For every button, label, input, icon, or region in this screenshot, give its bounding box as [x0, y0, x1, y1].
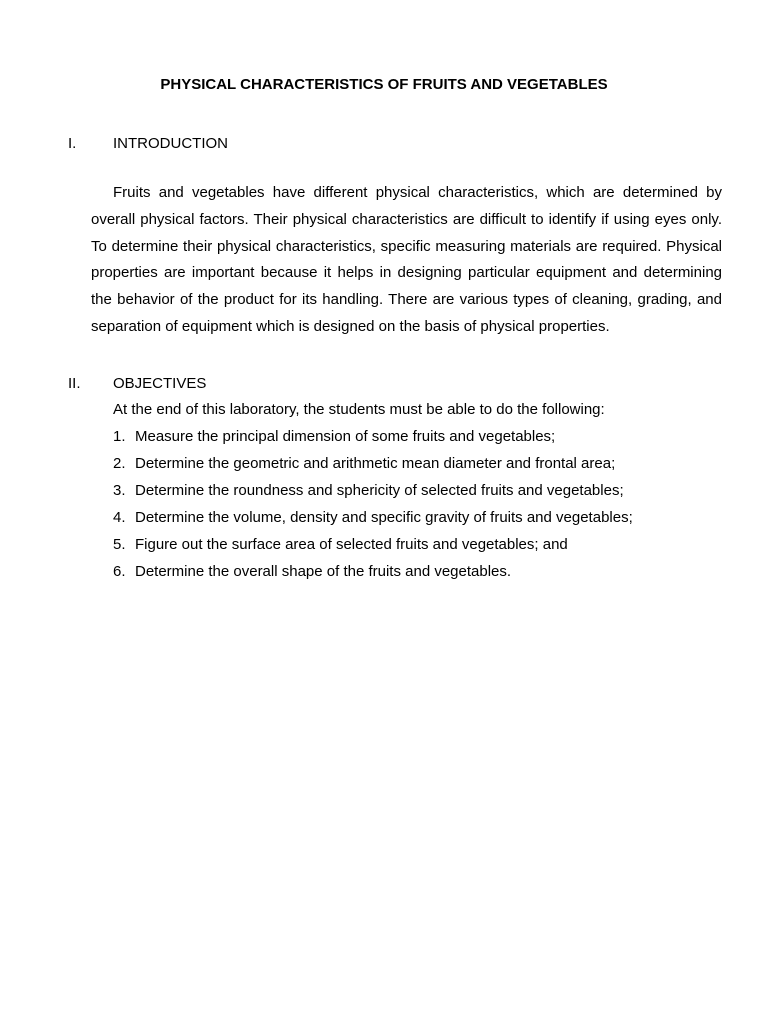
list-item-text: Determine the volume, density and specific gravity of fruits and vegetables; — [135, 509, 633, 526]
section-number: I. — [68, 135, 77, 152]
objectives-lead-text: At the end of this laboratory, the students must be able to do the following: — [113, 401, 605, 418]
list-item — [113, 536, 633, 563]
list-item-text: Figure out the surface area of selected fruits and vegetables; and — [135, 536, 568, 553]
list-item-text: Measure the principal dimension of some fruits and vegetables; — [135, 428, 556, 445]
list-item-number: 4. — [113, 509, 126, 526]
objectives-list — [113, 428, 633, 590]
list-item — [113, 482, 633, 509]
introduction-paragraph: Fruits and vegetables have different physical characteristics, which are determined by overall physical factors. Their physical characteristics are difficult to identify if using eyes only. To determine their physical characteristics, specific measuring materials are required. Physical properties are important because it helps in designing particular equipment and determining the behavior of the product for its handling. There are various types of cleaning, grading, and separation of equipment which is designed on the basis of physical properties. — [91, 184, 722, 335]
section-heading-introduction — [68, 135, 228, 153]
list-item — [113, 509, 633, 536]
list-item-number: 5. — [113, 536, 126, 553]
list-item-text: Determine the roundness and sphericity of selected fruits and vegetables; — [135, 482, 624, 499]
list-item-number: 2. — [113, 455, 126, 472]
list-item-number: 3. — [113, 482, 126, 499]
section-heading-objectives — [68, 375, 206, 393]
list-item — [113, 563, 633, 590]
document-title: PHYSICAL CHARACTERISTICS OF FRUITS AND VEGETABLES — [160, 76, 608, 93]
section-number: II. — [68, 375, 81, 392]
list-item-number: 6. — [113, 563, 126, 580]
list-item-text: Determine the geometric and arithmetic mean diameter and frontal area; — [135, 455, 616, 472]
section-title: OBJECTIVES — [113, 375, 207, 392]
list-item-text: Determine the overall shape of the fruits and vegetables. — [135, 563, 512, 580]
list-item — [113, 455, 633, 482]
section-title: INTRODUCTION — [113, 135, 228, 152]
list-item-number: 1. — [113, 428, 126, 445]
list-item — [113, 428, 633, 455]
